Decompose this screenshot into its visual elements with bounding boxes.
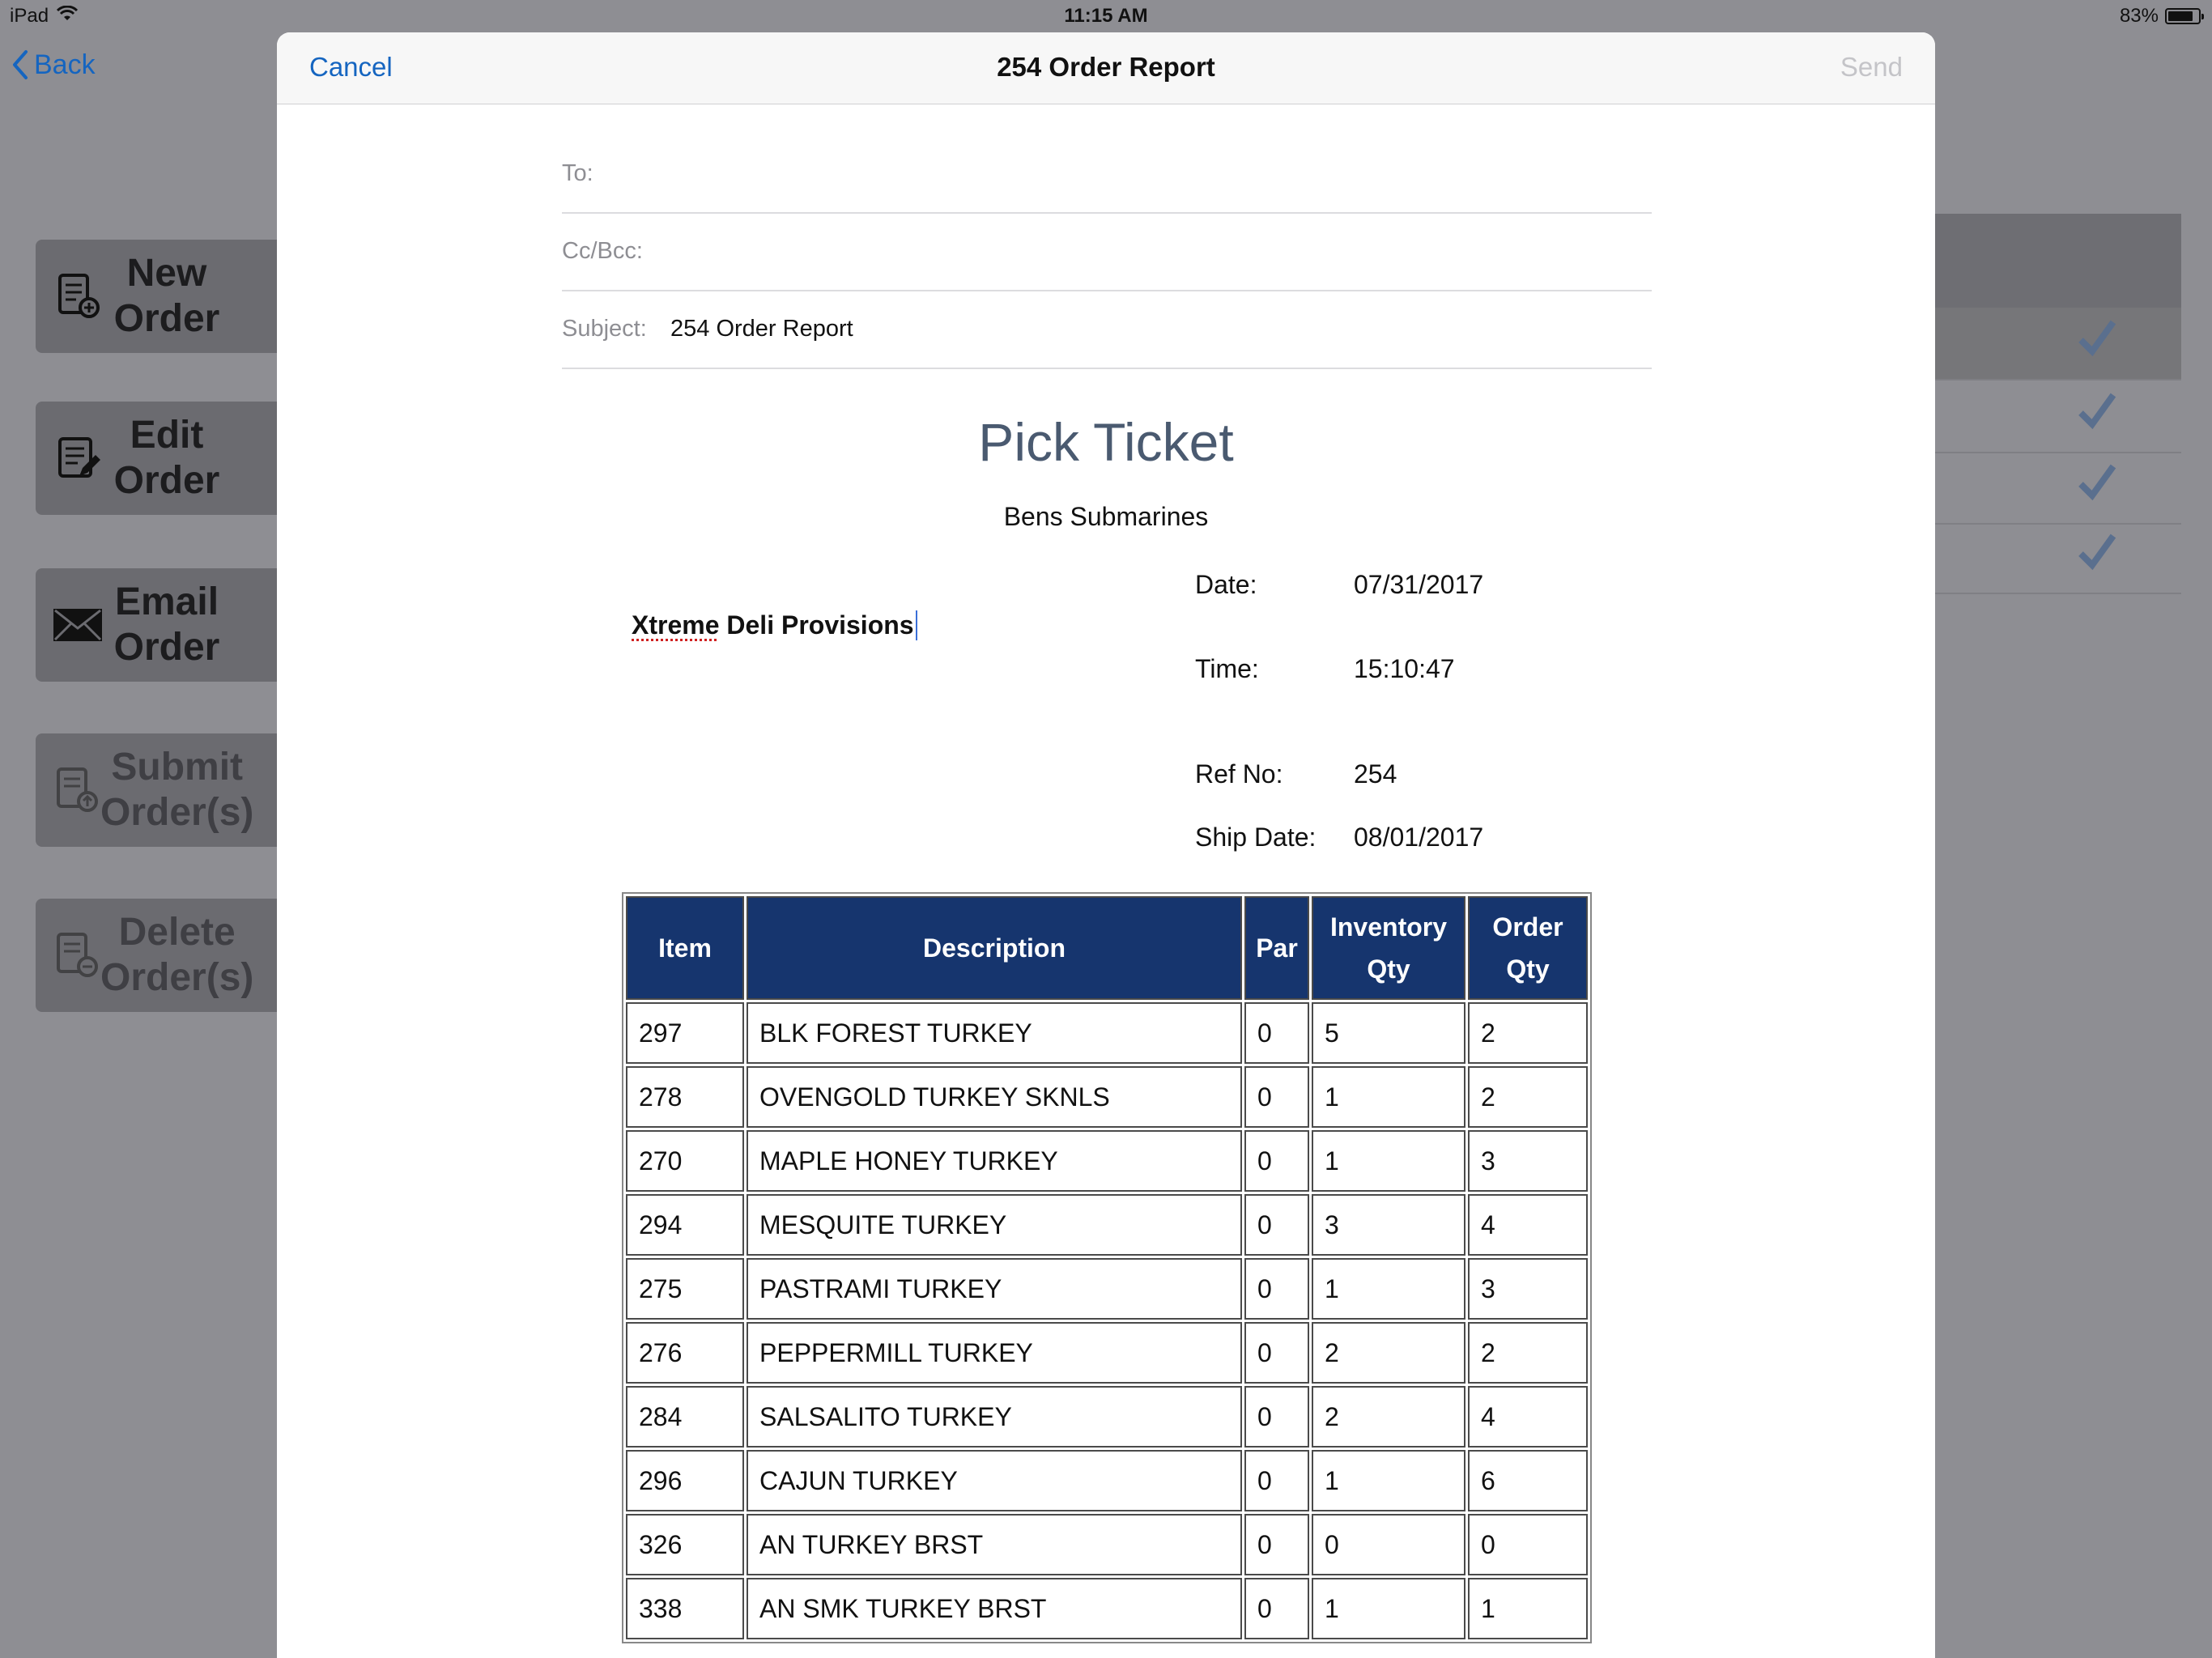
item-description-cell: AN SMK TURKEY BRST — [747, 1578, 1242, 1639]
item-description-cell: OVENGOLD TURKEY SKNLS — [747, 1066, 1242, 1128]
date-label: Date: — [1195, 570, 1257, 599]
time-value: 15:10:47 — [1354, 654, 1455, 683]
mail-compose-sheet — [277, 32, 1935, 1658]
inventory-qty-cell: 1 — [1312, 1066, 1465, 1128]
new-order-icon — [52, 270, 104, 322]
par-value-cell: 0 — [1244, 1258, 1309, 1320]
inventory-qty-cell: 3 — [1312, 1194, 1465, 1256]
item-number-cell: 284 — [626, 1386, 744, 1448]
order-qty-cell: 0 — [1468, 1514, 1588, 1575]
list-item[interactable] — [1927, 521, 2181, 594]
back-label: Back — [34, 49, 96, 80]
ship-date-label: Ship Date: — [1195, 823, 1317, 852]
back-button[interactable] — [11, 49, 96, 81]
compose-navbar — [277, 32, 1935, 104]
inventory-qty-cell: 1 — [1312, 1258, 1465, 1320]
header-item — [626, 896, 744, 1000]
inventory-qty-cell: 2 — [1312, 1322, 1465, 1384]
ship-date-value: 08/01/2017 — [1354, 823, 1484, 852]
edit-order-label: Edit Order — [113, 414, 220, 502]
submit-order-icon — [52, 764, 100, 816]
checkmark-icon — [2076, 461, 2116, 506]
header-par-text: Par — [1256, 933, 1298, 963]
par-value-cell: 0 — [1244, 1322, 1309, 1384]
par-value-cell: 0 — [1244, 1066, 1309, 1128]
par-value-cell: 0 — [1244, 1130, 1309, 1192]
order-qty-cell: 2 — [1468, 1066, 1588, 1128]
compose-title: 254 Order Report — [997, 52, 1215, 82]
send-button[interactable]: Send — [1840, 52, 1903, 82]
header-inventory-qty-text: Qty — [1367, 954, 1410, 984]
item-description-cell: MAPLE HONEY TURKEY — [747, 1130, 1242, 1192]
table-row — [626, 1258, 1588, 1320]
header-order-text: Order — [1492, 912, 1563, 942]
item-number-cell: 297 — [626, 1002, 744, 1064]
header-order-qty-text: Qty — [1506, 954, 1550, 984]
order-qty-cell: 3 — [1468, 1130, 1588, 1192]
edit-order-icon — [52, 432, 104, 484]
inventory-qty-cell: 5 — [1312, 1002, 1465, 1064]
item-number-cell: 294 — [626, 1194, 744, 1256]
date-value: 07/31/2017 — [1354, 570, 1484, 599]
cancel-button[interactable]: Cancel — [309, 52, 393, 82]
item-number-cell: 270 — [626, 1130, 744, 1192]
table-row — [626, 1194, 1588, 1256]
inventory-qty-cell: 1 — [1312, 1578, 1465, 1639]
table-row — [626, 1514, 1588, 1575]
vendor-name-misspelled: Xtreme — [632, 610, 720, 640]
table-row — [626, 1002, 1588, 1064]
inventory-qty-cell: 1 — [1312, 1450, 1465, 1511]
new-order-label: New Order — [113, 252, 220, 340]
header-order-qty — [1468, 896, 1588, 1000]
mail-headers — [562, 136, 1652, 369]
subject-label: Subject: — [562, 316, 647, 342]
inventory-qty-cell: 0 — [1312, 1514, 1465, 1575]
time-label: Time: — [1195, 654, 1259, 683]
delete-orders-button[interactable] — [36, 899, 295, 1012]
item-description-cell: MESQUITE TURKEY — [747, 1194, 1242, 1256]
delete-order-icon — [52, 929, 100, 981]
table-row — [626, 1386, 1588, 1448]
order-qty-cell: 6 — [1468, 1450, 1588, 1511]
item-description-cell: PASTRAMI TURKEY — [747, 1258, 1242, 1320]
new-order-button[interactable] — [36, 240, 295, 353]
item-description-cell: SALSALITO TURKEY — [747, 1386, 1242, 1448]
subject-value[interactable]: 254 Order Report — [670, 316, 853, 342]
ref-no-label: Ref No: — [1195, 759, 1283, 789]
ref-no-value: 254 — [1354, 759, 1397, 789]
item-number-cell: 326 — [626, 1514, 744, 1575]
item-description-cell: AN TURKEY BRST — [747, 1514, 1242, 1575]
par-value-cell: 0 — [1244, 1002, 1309, 1064]
order-qty-cell: 4 — [1468, 1194, 1588, 1256]
status-time: 11:15 AM — [1064, 5, 1148, 27]
par-value-cell: 0 — [1244, 1194, 1309, 1256]
order-qty-cell: 1 — [1468, 1578, 1588, 1639]
vendor-name-rest: Deli Provisions — [719, 610, 914, 640]
company-name: Bens Submarines — [1003, 502, 1209, 531]
item-number-cell: 275 — [626, 1258, 744, 1320]
submit-orders-button[interactable] — [36, 733, 295, 847]
par-value-cell: 0 — [1244, 1578, 1309, 1639]
table-row — [626, 1578, 1588, 1639]
battery-icon — [2165, 8, 2201, 24]
table-row — [626, 1066, 1588, 1128]
submit-orders-label: Submit Order(s) — [100, 746, 254, 834]
edit-order-button[interactable] — [36, 402, 295, 515]
par-value-cell: 0 — [1244, 1386, 1309, 1448]
checkmark-icon — [2076, 317, 2116, 362]
cc-bcc-label: Cc/Bcc: — [562, 238, 643, 264]
header-description-text: Description — [922, 933, 1066, 963]
pick-ticket-table — [622, 892, 1592, 1643]
email-order-button[interactable] — [36, 568, 295, 682]
subject-field[interactable] — [562, 291, 1652, 369]
delete-orders-label: Delete Order(s) — [100, 911, 254, 999]
table-header-row — [626, 896, 1588, 1000]
list-item[interactable] — [1927, 308, 2181, 380]
item-number-cell: 276 — [626, 1322, 744, 1384]
header-par — [1244, 896, 1309, 1000]
header-inventory-qty — [1312, 896, 1465, 1000]
table-row — [626, 1322, 1588, 1384]
chevron-left-icon — [11, 49, 29, 81]
checkmark-icon — [2076, 531, 2116, 576]
status-bar — [0, 0, 2212, 32]
checkmark-icon — [2076, 390, 2116, 435]
item-number-cell: 338 — [626, 1578, 744, 1639]
to-field[interactable] — [562, 136, 1652, 214]
order-qty-cell: 4 — [1468, 1386, 1588, 1448]
cc-bcc-field[interactable] — [562, 214, 1652, 291]
item-description-cell: CAJUN TURKEY — [747, 1450, 1242, 1511]
inventory-qty-cell: 2 — [1312, 1386, 1465, 1448]
item-description-cell: BLK FOREST TURKEY — [747, 1002, 1242, 1064]
order-qty-cell: 3 — [1468, 1258, 1588, 1320]
header-description — [747, 896, 1242, 1000]
table-row — [626, 1450, 1588, 1511]
item-description-cell: PEPPERMILL TURKEY — [747, 1322, 1242, 1384]
header-inventory-text: Inventory — [1329, 912, 1448, 942]
envelope-icon — [52, 599, 104, 651]
background-list-header — [1927, 214, 2181, 308]
item-number-cell: 278 — [626, 1066, 744, 1128]
order-qty-cell: 2 — [1468, 1322, 1588, 1384]
item-number-cell: 296 — [626, 1450, 744, 1511]
table-row — [626, 1130, 1588, 1192]
pick-ticket-title: Pick Ticket — [978, 412, 1234, 472]
order-qty-cell: 2 — [1468, 1002, 1588, 1064]
par-value-cell: 0 — [1244, 1450, 1309, 1511]
list-item[interactable] — [1927, 380, 2181, 453]
par-value-cell: 0 — [1244, 1514, 1309, 1575]
header-item-text: Item — [658, 933, 712, 963]
vendor-name — [632, 610, 917, 640]
list-item[interactable] — [1927, 452, 2181, 525]
device-label: iPad — [10, 5, 49, 27]
battery-percent: 83% — [2119, 5, 2159, 27]
email-order-label: Email Order — [113, 580, 220, 669]
to-label: To: — [562, 160, 593, 186]
inventory-qty-cell: 1 — [1312, 1130, 1465, 1192]
